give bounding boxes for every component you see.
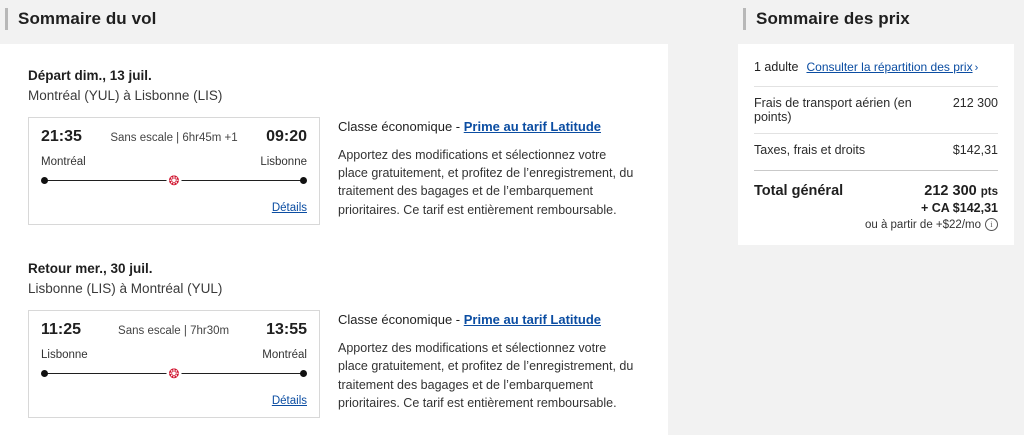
segment-route-line [41,365,307,383]
departure-time: 21:35 [41,128,82,146]
maple-leaf-icon: ❂ [167,366,182,381]
price-breakdown-link-label[interactable]: Consulter la répartition des prix [806,60,973,74]
passenger-row [754,60,998,86]
arrival-time: 09:20 [266,128,307,146]
destination-city: Lisbonne [260,156,307,169]
segment-times [41,128,307,146]
grand-total-label: Total général [754,183,844,199]
price-breakdown-link[interactable] [806,60,978,74]
fare-info [338,117,640,219]
fare-title [338,312,640,327]
leg-route: Montréal (YUL) à Lisbonne (LIS) [28,87,223,103]
flight-summary-card [0,44,668,435]
leg-title: Retour mer., 30 juil. [28,261,153,277]
flight-summary-column [0,8,668,435]
segment-details-row [41,198,307,216]
leg-title: Départ dim., 13 juil. [28,68,152,83]
passenger-count: 1 adulte [754,60,799,74]
info-icon[interactable]: i [985,218,998,231]
segment-times [41,321,307,339]
price-row-label: Frais de transport aérien (en points) [754,96,912,124]
origin-dot-icon [41,177,48,184]
destination-city: Montréal [262,349,307,362]
fare-info [338,310,640,412]
price-summary-heading [738,8,1024,30]
origin-dot-icon [41,370,48,377]
fare-cabin-label: Classe économique - [338,312,464,328]
grand-total-points [865,183,998,199]
price-row-airfare [754,86,998,133]
fare-title [338,119,640,134]
chevron-right-icon: › [974,62,979,74]
segment-box [28,117,320,225]
maple-leaf-icon: ❂ [167,173,182,188]
price-summary-column [738,8,1024,245]
segment-route-line [41,172,307,190]
price-summary-card [738,44,1014,245]
grand-total-points-unit: pts [980,186,998,198]
segment-stops-duration: Sans escale | 7hr30m [118,325,230,338]
flight-leg-return [28,259,640,418]
price-row-taxes [754,133,998,166]
fare-description: Apportez des modifications et sélectionnez votre place gratuitement, et profitez de l’enregistrement, du traitement des bagages et de l’embarquement prioritaires. Ce tarif est entièrement remboursable. [338,341,634,410]
flight-summary-title: Sommaire du vol [18,9,157,28]
origin-city: Lisbonne [41,349,88,362]
fare-description: Apportez des modifications et sélectionnez votre place gratuitement, et profitez de l’enregistrement, du traitement des bagages et de l’embarquement prioritaires. Ce tarif est entièrement remboursable. [338,148,634,217]
grand-total-points-value: 212 300 [924,183,977,199]
destination-dot-icon [300,177,307,184]
details-link[interactable]: Détails [271,395,307,408]
price-row-value: $142,31 [952,143,998,157]
flight-leg-outbound [28,66,640,225]
segment-details-row [41,391,307,409]
flight-summary-heading [0,8,668,30]
heading-accent-bar [743,8,746,30]
segment-cities [41,156,307,168]
departure-time: 11:25 [41,321,82,339]
leg-body [28,310,640,418]
monthly-financing-text: ou à partir de +$22/mo [864,218,981,231]
grand-total-cash: + CA $142,31 [920,201,998,215]
grand-total-block [754,170,998,231]
segment-stops-duration: Sans escale | 6hr45m +1 [110,132,238,145]
monthly-financing-row [865,218,998,231]
destination-dot-icon [300,370,307,377]
price-row-label: Taxes, frais et droits [754,143,866,157]
segment-cities [41,349,307,361]
origin-city: Montréal [41,156,86,169]
heading-accent-bar [5,8,8,30]
price-summary-title: Sommaire des prix [756,9,910,28]
leg-route: Lisbonne (LIS) à Montréal (YUL) [28,280,223,296]
leg-body [28,117,640,225]
segment-box [28,310,320,418]
price-row-value: 212 300 [952,96,998,110]
fare-name-link[interactable]: Prime au tarif Latitude [463,119,601,135]
fare-cabin-label: Classe économique - [338,119,464,135]
fare-name-link[interactable]: Prime au tarif Latitude [463,312,601,328]
grand-total-values [865,183,998,231]
details-link[interactable]: Détails [271,202,307,215]
arrival-time: 13:55 [266,321,307,339]
